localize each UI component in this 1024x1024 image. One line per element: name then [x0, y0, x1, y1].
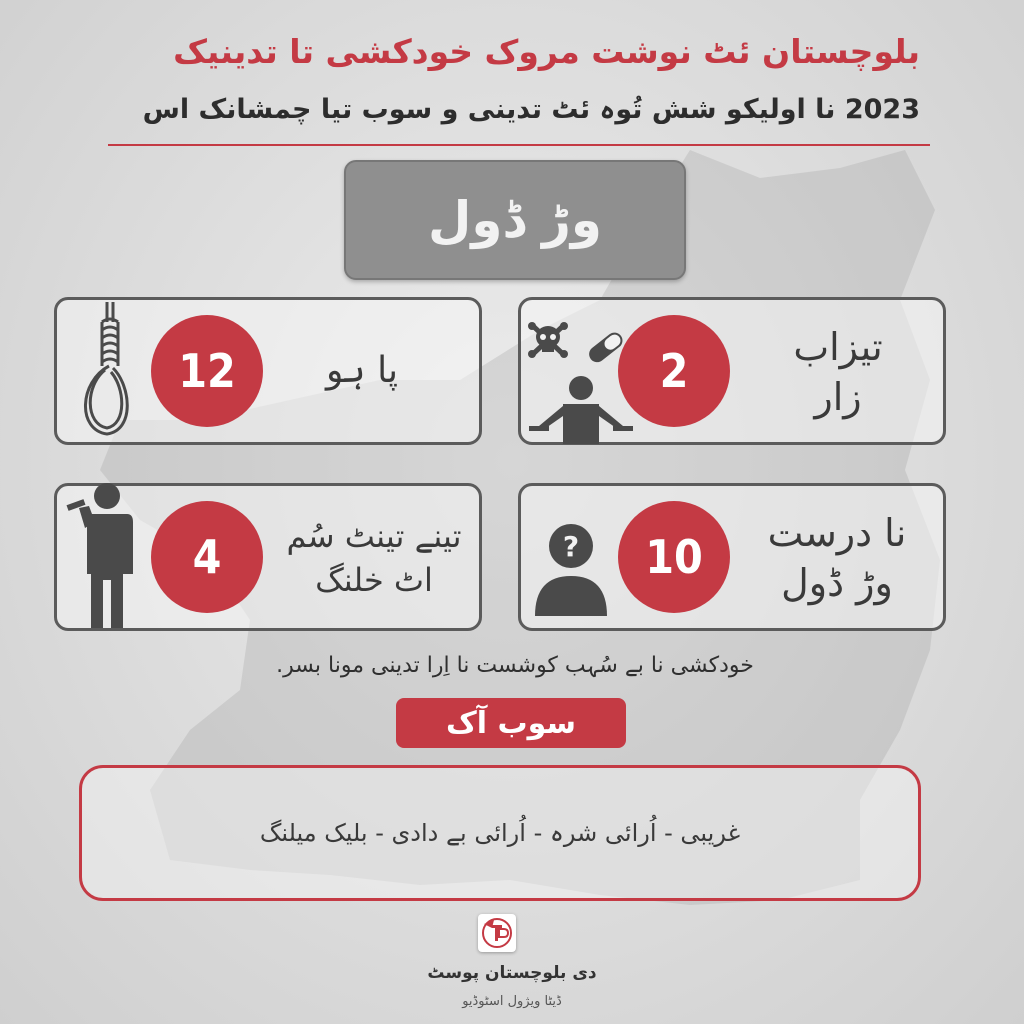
- reasons-box: [79, 765, 921, 901]
- org-logo: [478, 914, 516, 952]
- noose-icon: [69, 302, 139, 442]
- methods-heading-box: [344, 160, 686, 280]
- page-subtitle: 2023 نا اولیکو شش تُوہ ئٹ تدینی و سوب تیا چمشانک اس: [142, 94, 920, 125]
- reasons-heading-pill: [396, 698, 626, 748]
- gun-to-head-person-icon: [63, 478, 141, 628]
- shooting-label: [269, 514, 479, 602]
- poison-label-line2: زار: [814, 375, 862, 419]
- unknown-person-icon: [531, 520, 611, 616]
- method-card-hanging: [54, 297, 482, 445]
- shooting-count: 4: [151, 501, 263, 613]
- title-divider: [108, 144, 930, 146]
- unknown-count: 10: [618, 501, 730, 613]
- svg-text:?: ?: [562, 530, 580, 563]
- unknown-label: [737, 508, 937, 608]
- hanging-count: 12: [151, 315, 263, 427]
- poison-count: 2: [618, 315, 730, 427]
- methods-heading: وڑ ڈول: [428, 191, 602, 249]
- hanging-label: پا ہو: [325, 350, 399, 391]
- poison-label-line1: تیزاب: [793, 325, 883, 369]
- page-title: بلوچستان ئٹ نوشت مروک خودکشی تا تدینیک: [173, 32, 920, 71]
- org-subtitle: ڈیٹا ویژول اسٹوڈیو: [462, 994, 562, 1009]
- method-card-shooting: [54, 483, 482, 631]
- reasons-heading: سوب آک: [446, 705, 576, 741]
- method-card-poison: [518, 297, 946, 445]
- poison-label: [743, 322, 933, 422]
- method-card-unknown: [518, 483, 946, 631]
- reasons-text: غریبی - اُرائی شرہ - اُرائی بے دادی - بلیک میلنگ: [259, 819, 741, 847]
- shooting-label-line2: اٹ خلنگ: [315, 561, 433, 599]
- shooting-label-line1: تینے تینٹ سُم: [286, 517, 462, 555]
- unknown-label-line2: وڑ ڈول: [781, 561, 893, 605]
- unknown-label-line1: نا درست: [767, 511, 907, 555]
- tbp-logo-icon: [478, 914, 516, 952]
- attempts-note: خودکشی نا بے سُہب کوشست نا اِرا تدینی مونا بسر.: [276, 653, 754, 678]
- org-name: دی بلوچستان پوسٹ: [427, 963, 597, 983]
